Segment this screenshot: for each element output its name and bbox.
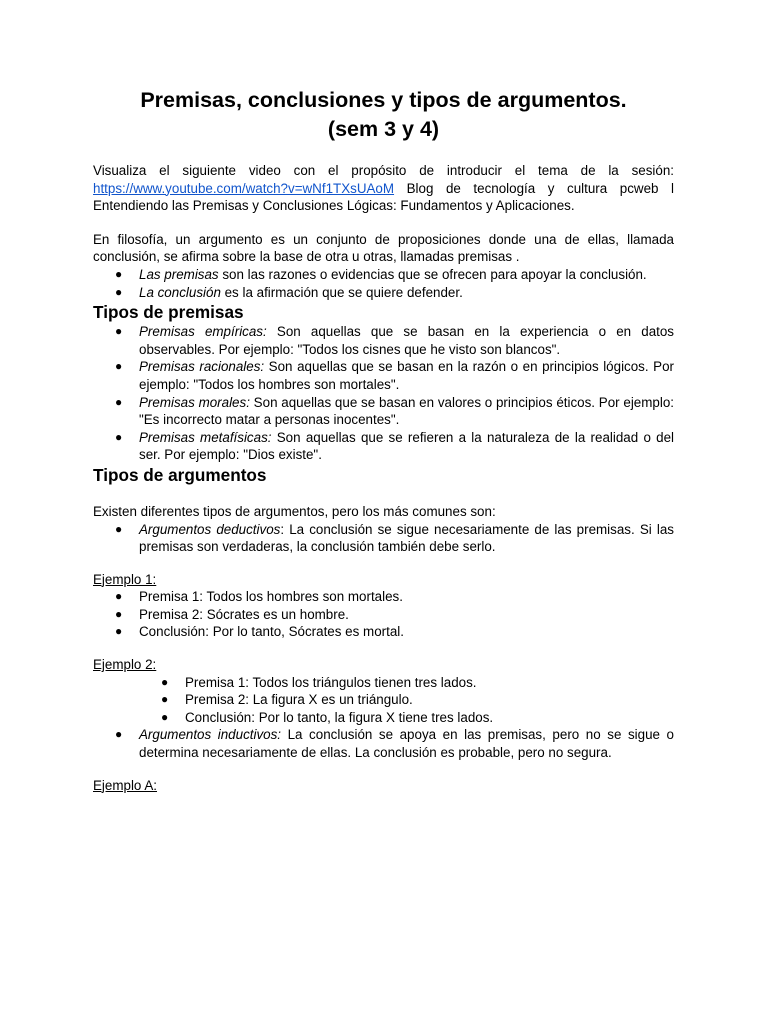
term-label: Premisas empíricas: — [139, 324, 267, 340]
bullet-icon: ● — [115, 624, 123, 639]
bullet-icon: ● — [115, 394, 123, 409]
list-item — [93, 623, 674, 641]
list-item — [93, 284, 674, 302]
term-label: La conclusión — [139, 284, 221, 300]
item-text: Son aquellas que se basan en la razón o en principios lógicos. Por ejemplo: "Todos los hombres son mortales". — [139, 359, 674, 392]
premise-types-list — [93, 323, 674, 464]
item-text: Conclusión: Por lo tanto, la figura X tiene tres lados. — [185, 709, 494, 725]
bullet-icon: ● — [161, 692, 169, 707]
bullet-icon: ● — [115, 266, 123, 281]
bullet-icon: ● — [115, 589, 123, 604]
argument-types-heading: Tipos de argumentos — [93, 464, 267, 485]
example-2-list — [93, 674, 674, 727]
example-1-list — [93, 588, 674, 641]
list-item — [93, 358, 674, 393]
list-item — [93, 521, 674, 556]
list-item — [93, 606, 674, 624]
inductive-list — [93, 726, 674, 761]
list-item — [93, 588, 674, 606]
youtube-link[interactable]: https://www.youtube.com/watch?v=wNf1TXsUAoM — [93, 180, 395, 196]
item-text: Son aquellas que se refieren a la naturaleza de la realidad o del ser. Por ejemplo: "Dios existe". — [139, 429, 675, 463]
item-text: Premisa 2: La figura X es un triángulo. — [185, 692, 413, 708]
title-line-2: (sem 3 y 4) — [327, 117, 440, 141]
item-text: Premisa 2: Sócrates es un hombre. — [139, 606, 349, 622]
term-label: Argumentos inductivos: — [139, 727, 282, 743]
term-label: Premisas racionales: — [139, 359, 265, 375]
bullet-icon: ● — [115, 284, 123, 299]
item-text: Conclusión: Por lo tanto, Sócrates es mortal. — [139, 624, 404, 640]
item-text: Premisa 1: Todos los hombres son mortales. — [139, 589, 403, 605]
term-label: Premisas morales: — [139, 394, 250, 410]
list-item — [93, 266, 674, 284]
example-2-label: Ejemplo 2: — [93, 657, 157, 673]
item-text: son las razones o evidencias que se ofrecen para apoyar la conclusión. — [218, 266, 647, 282]
item-text: : La conclusión se sigue necesariamente de las premisas. Si las premisas son verdaderas, la conclusión también debe serlo. — [139, 521, 674, 555]
definition-list — [93, 266, 674, 301]
term-label: Las premisas — [139, 266, 219, 282]
list-item — [93, 674, 674, 692]
list-item — [93, 394, 674, 429]
title-line-1: Premisas, conclusiones y tipos de argumentos. — [140, 88, 627, 112]
item-text: es la afirmación que se quiere defender. — [220, 284, 463, 300]
deductive-list — [93, 521, 674, 556]
term-label: Premisas metafísicas: — [139, 429, 272, 445]
bullet-icon: ● — [115, 606, 123, 621]
list-item — [93, 323, 674, 358]
example-a-label: Ejemplo A: — [93, 777, 158, 793]
item-text: La conclusión se apoya en las premisas, pero no se sigue o determina necesariamente de ellas. La conclusión es probable, pero no segura. — [139, 727, 674, 761]
argument-types-intro: Existen diferentes tipos de argumentos, pero los más comunes son: — [93, 503, 496, 519]
bullet-icon: ● — [161, 709, 169, 724]
item-text: Son aquellas que se basan en la experiencia o en datos observables. Por ejemplo: "Todos los cisnes que he visto son blancos". — [139, 324, 675, 357]
page-title — [93, 86, 674, 144]
bullet-icon: ● — [115, 727, 123, 742]
list-item — [93, 726, 674, 761]
intro-paragraph — [93, 162, 674, 215]
intro-text-after: Blog de tecnología y cultura pcweb l Entendiendo las Premisas y Conclusiones Lógicas: Fundamentos y Aplicaciones. — [93, 180, 674, 214]
bullet-icon: ● — [161, 674, 169, 689]
example-1-label: Ejemplo 1: — [93, 571, 157, 587]
definition-paragraph: En filosofía, un argumento es un conjunto de proposiciones donde una de ellas, llamada conclusión, se afirma sobre la base de otra u otras, llamadas premisas . — [93, 231, 674, 265]
term-label: Argumentos deductivos — [139, 521, 281, 537]
bullet-icon: ● — [115, 359, 123, 374]
bullet-icon: ● — [115, 521, 123, 536]
list-item — [93, 709, 674, 727]
intro-text-before: Visualiza el siguiente video con el propósito de introducir el tema de la sesión: — [93, 163, 674, 178]
list-item — [93, 691, 674, 709]
item-text: Premisa 1: Todos los triángulos tienen tres lados. — [185, 674, 477, 690]
item-text: Son aquellas que se basan en valores o principios éticos. Por ejemplo: "Es incorrecto matar a personas inocentes". — [139, 394, 674, 428]
premise-types-heading: Tipos de premisas — [93, 302, 244, 323]
bullet-icon: ● — [115, 429, 123, 444]
list-item — [93, 429, 674, 464]
bullet-icon: ● — [115, 324, 123, 339]
